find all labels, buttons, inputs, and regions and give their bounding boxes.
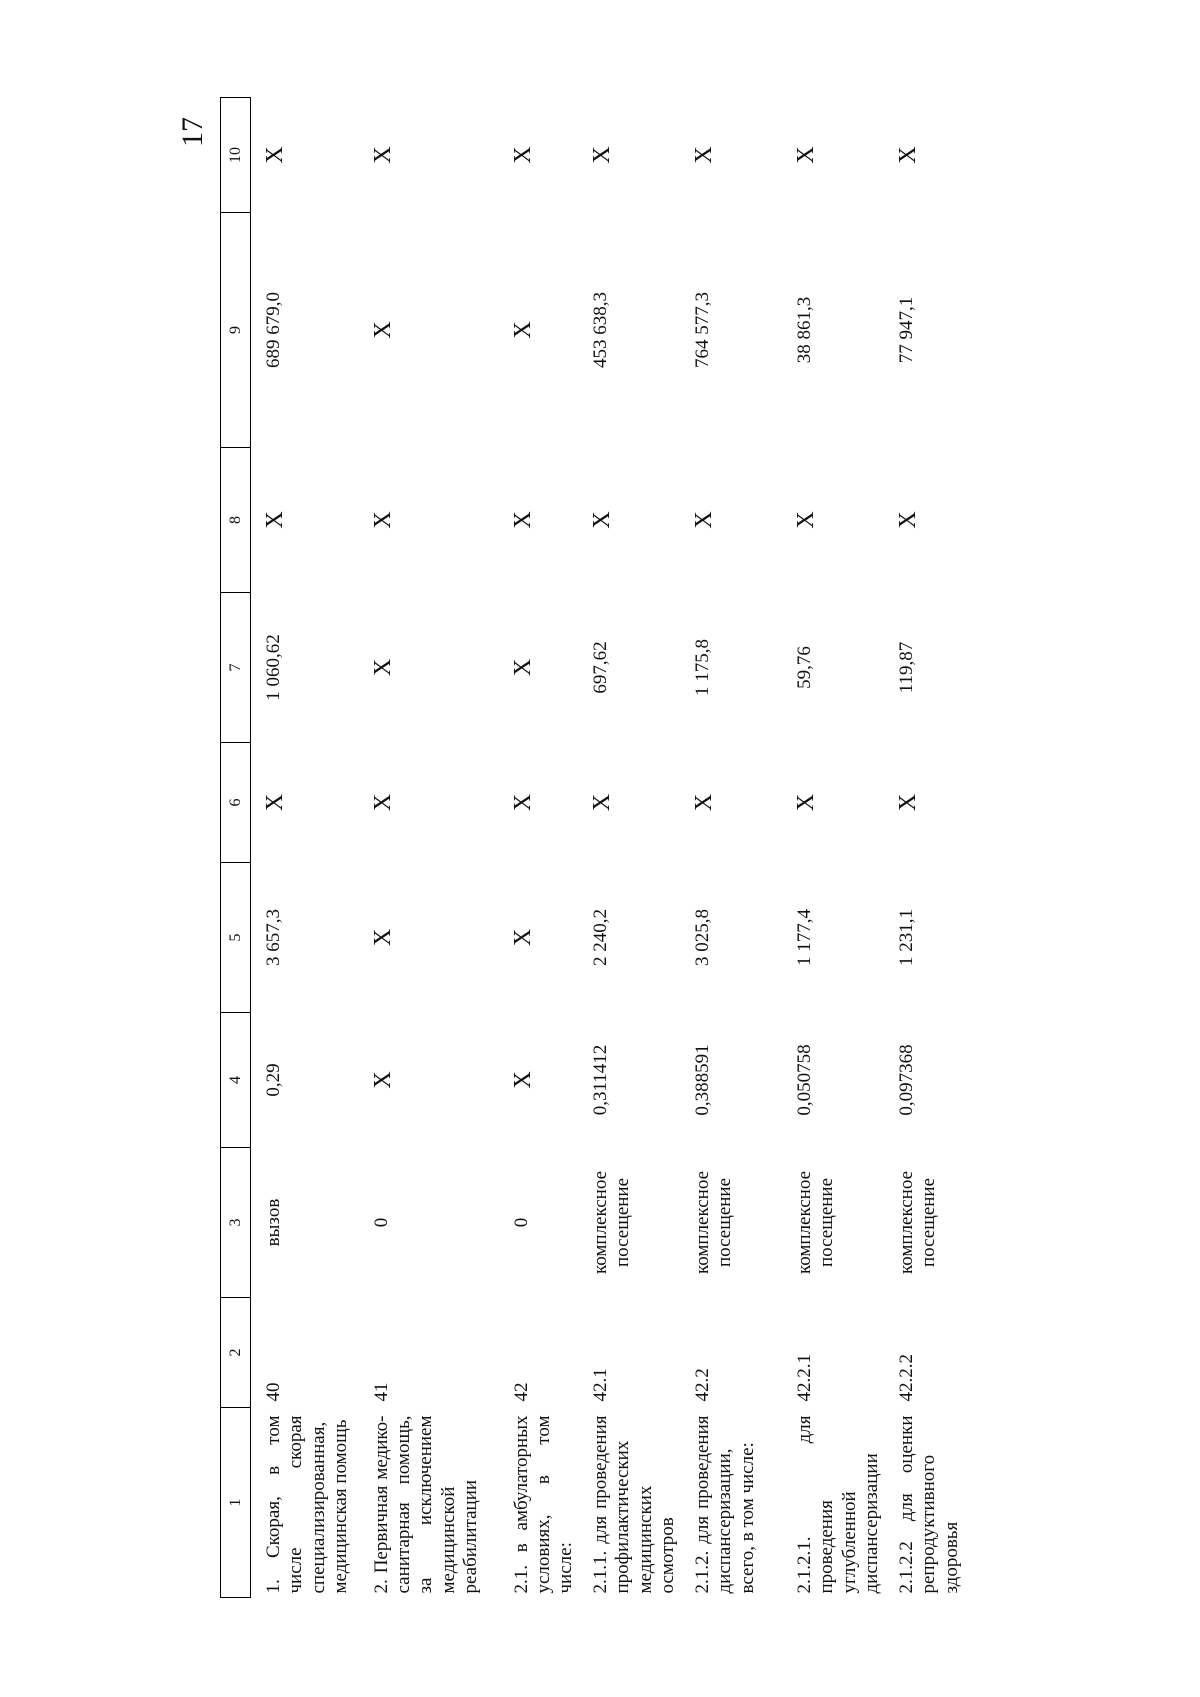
cell: X [509,321,536,339]
row-name: 2.1.2.1. для проведения углубленной диспансеризации [793,1415,882,1594]
col-header: 9 [221,213,251,448]
row-unit: 0 [510,1217,532,1228]
cell: X [588,511,615,529]
cell: X [792,793,819,812]
row-name: 2.1.2. для проведения диспансеризации, всего, в том числе: [691,1415,758,1594]
col-header: 6 [221,743,251,863]
row-name: 1. Скорая, в том числе скорая специализированная, медицинская помощь [263,1415,352,1594]
cell: X [588,793,615,812]
row-code: 42.2 [691,1368,713,1402]
cell: 1 231,1 [895,909,917,966]
cell: 1 060,62 [263,634,284,701]
data-table [220,97,979,1598]
cell: X [690,793,717,812]
cell: 0,311412 [589,1044,611,1116]
row-unit: вызов [263,1198,284,1247]
cell: 689 679,0 [263,292,284,368]
row-code: 40 [263,1382,284,1402]
row-unit: 0 [370,1217,392,1228]
col-header: 2 [221,1298,251,1408]
cell: X [369,321,396,339]
row-code: 42.2.2 [895,1354,917,1402]
row-name: 2.1. в амбулаторных условиях, в том числе: [510,1415,577,1594]
cell: X [509,146,536,164]
cell: 3 025,8 [691,909,713,966]
cell: 3 657,3 [263,909,284,966]
cell: 1 175,8 [691,639,713,696]
cell: X [792,146,819,164]
table-row [782,98,884,1598]
row-code: 41 [370,1382,392,1402]
table-row [499,98,578,1598]
row-code: 42 [510,1382,532,1402]
col-header: 8 [221,448,251,593]
cell: X [588,146,615,164]
cell: X [369,793,396,812]
table-row [884,98,979,1598]
cell: 453 638,3 [589,292,611,368]
row-unit: комплексное посещение [589,1170,634,1275]
cell: X [894,146,921,164]
row-name: 2.1.2.2 для оценки репродуктивного здоровья [895,1415,962,1594]
cell: 764 577,3 [691,292,713,368]
cell: X [262,793,288,812]
cell: 38 861,3 [793,296,815,364]
cell: X [509,511,536,529]
table-row [359,98,499,1598]
cell: 119,87 [895,641,917,694]
cell: X [509,658,536,677]
cell: X [509,928,536,947]
cell: X [792,511,819,529]
cell: 0,388591 [691,1044,713,1116]
table-row [251,98,359,1598]
cell: X [369,928,396,947]
col-header: 10 [221,98,251,213]
cell: X [369,658,396,677]
cell: 0,050758 [793,1044,815,1116]
cell: 2 240,2 [589,909,611,966]
col-header: 4 [221,1013,251,1148]
cell: 59,76 [793,646,815,689]
cell: 1 177,4 [793,909,815,966]
cell: X [369,511,396,529]
col-header: 1 [221,1408,251,1598]
cell: X [509,793,536,812]
row-code: 42.1 [589,1368,611,1402]
cell: X [509,1071,536,1089]
row-name: 2.1.1. для проведения профилактических медицинских осмотров [589,1415,678,1594]
cell: 697,62 [589,641,611,694]
table-row [578,98,680,1598]
col-header: 3 [221,1148,251,1298]
cell: 0,097368 [895,1044,917,1116]
header-row [221,98,251,1598]
row-code: 42.2.1 [793,1354,815,1402]
row-unit: комплексное посещение [691,1170,736,1275]
cell: 0,29 [263,1063,284,1097]
col-header: 7 [221,593,251,743]
cell: X [262,146,288,164]
row-name: 2. Первичная медико-санитарная помощь, за исключением медицинской реабилитации [370,1415,482,1594]
row-unit: комплексное посещение [793,1170,838,1275]
cell: X [690,511,717,529]
table-row [680,98,782,1598]
cell: 77 947,1 [895,296,917,364]
cell: X [894,511,921,529]
cell: X [262,511,288,529]
cell: X [690,146,717,164]
page-number: 17 [176,117,209,147]
cell: X [369,146,396,164]
row-unit: комплексное посещение [895,1170,940,1275]
rotated-table-container [220,98,980,1598]
col-header: 5 [221,863,251,1013]
cell: X [894,793,921,812]
cell: X [369,1071,396,1089]
